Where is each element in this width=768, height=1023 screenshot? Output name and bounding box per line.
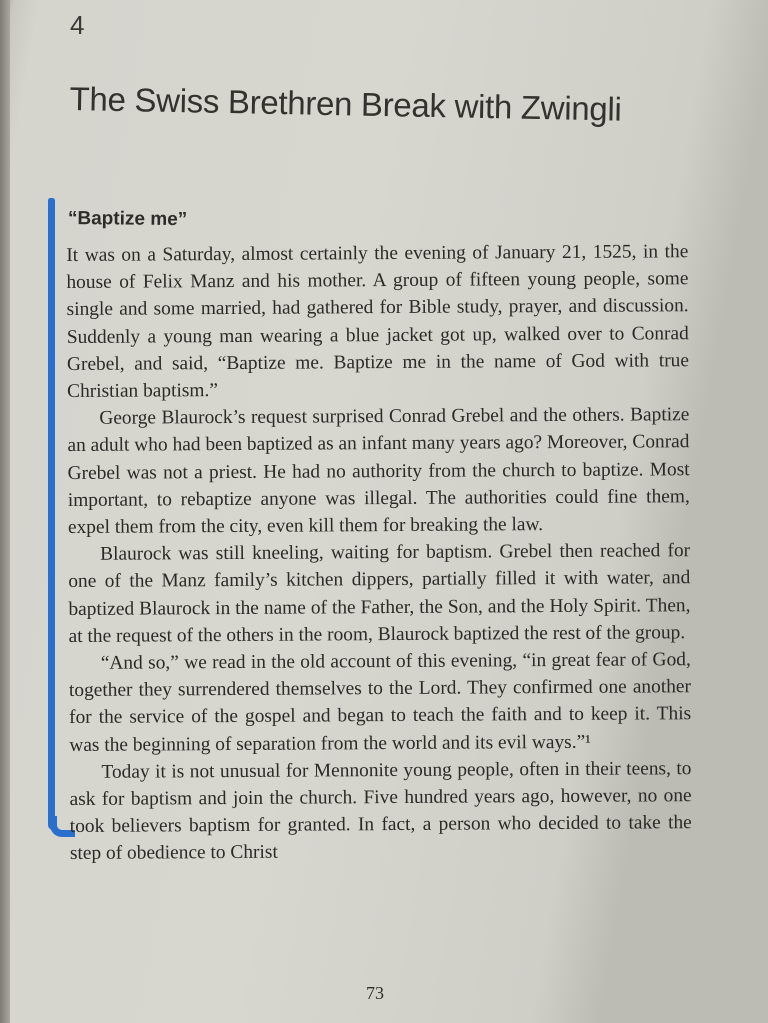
highlighter-mark [48,198,55,830]
page-binding-edge [0,0,10,1023]
paragraph-2: George Blaurock’s request surprised Conrad Grebel and the others. Baptize an adult who had been baptized as an infant many years ago? Moreover, Conrad Grebel was not a priest. He had no authority from the church to baptize. Most important, to rebaptize anyone was illegal. The authorities could fine them, expel them from the city, even kill them for breaking the law. [67,404,690,539]
paragraph-4: “And so,” we read in the old account of this evening, “in great fear of God, together they surrendered themselves to the Lord. They confirmed one another for the service of the gospel and began to teach the faith and to keep it. This was the beginning of separation from the world and its evil ways.”¹ [68,649,692,756]
chapter-number: 4 [70,10,85,40]
chapter-title: The Swiss Brethren Break with Zwingli [69,80,622,128]
section-body [66,204,692,867]
paragraph-5: Today it is not unusual for Mennonite young people, often in their teens, to ask for baptism and join the church. Five hundred years ago, however, no one took believers baptism for granted. In fact, a person who decided to take the step of obedience to Christ [69,758,692,865]
section-heading: “Baptize me” [67,207,188,231]
paragraph-1: It was on a Saturday, almost certainly the evening of January 21, 1525, in the house of Felix Manz and his mother. A group of fifteen young people, some single and some married, had gathered for Bible study, prayer, and discussion. Suddenly a young man wearing a blue jacket got up, walked over to Conrad Grebel, and said, “Baptize me. Baptize me in the name of God with true Christian baptism.” [66,241,690,403]
page-number: 73 [366,983,384,1003]
paragraph-3: Blaurock was still kneeling, waiting for baptism. Grebel then reached for one of the Manz family’s kitchen dippers, partially filled it with water, and baptized Blaurock in the name of the Father, the Son, and the Holy Spirit. Then, at the request of the others in the room, Blaurock baptized the rest of the group. [68,540,691,647]
